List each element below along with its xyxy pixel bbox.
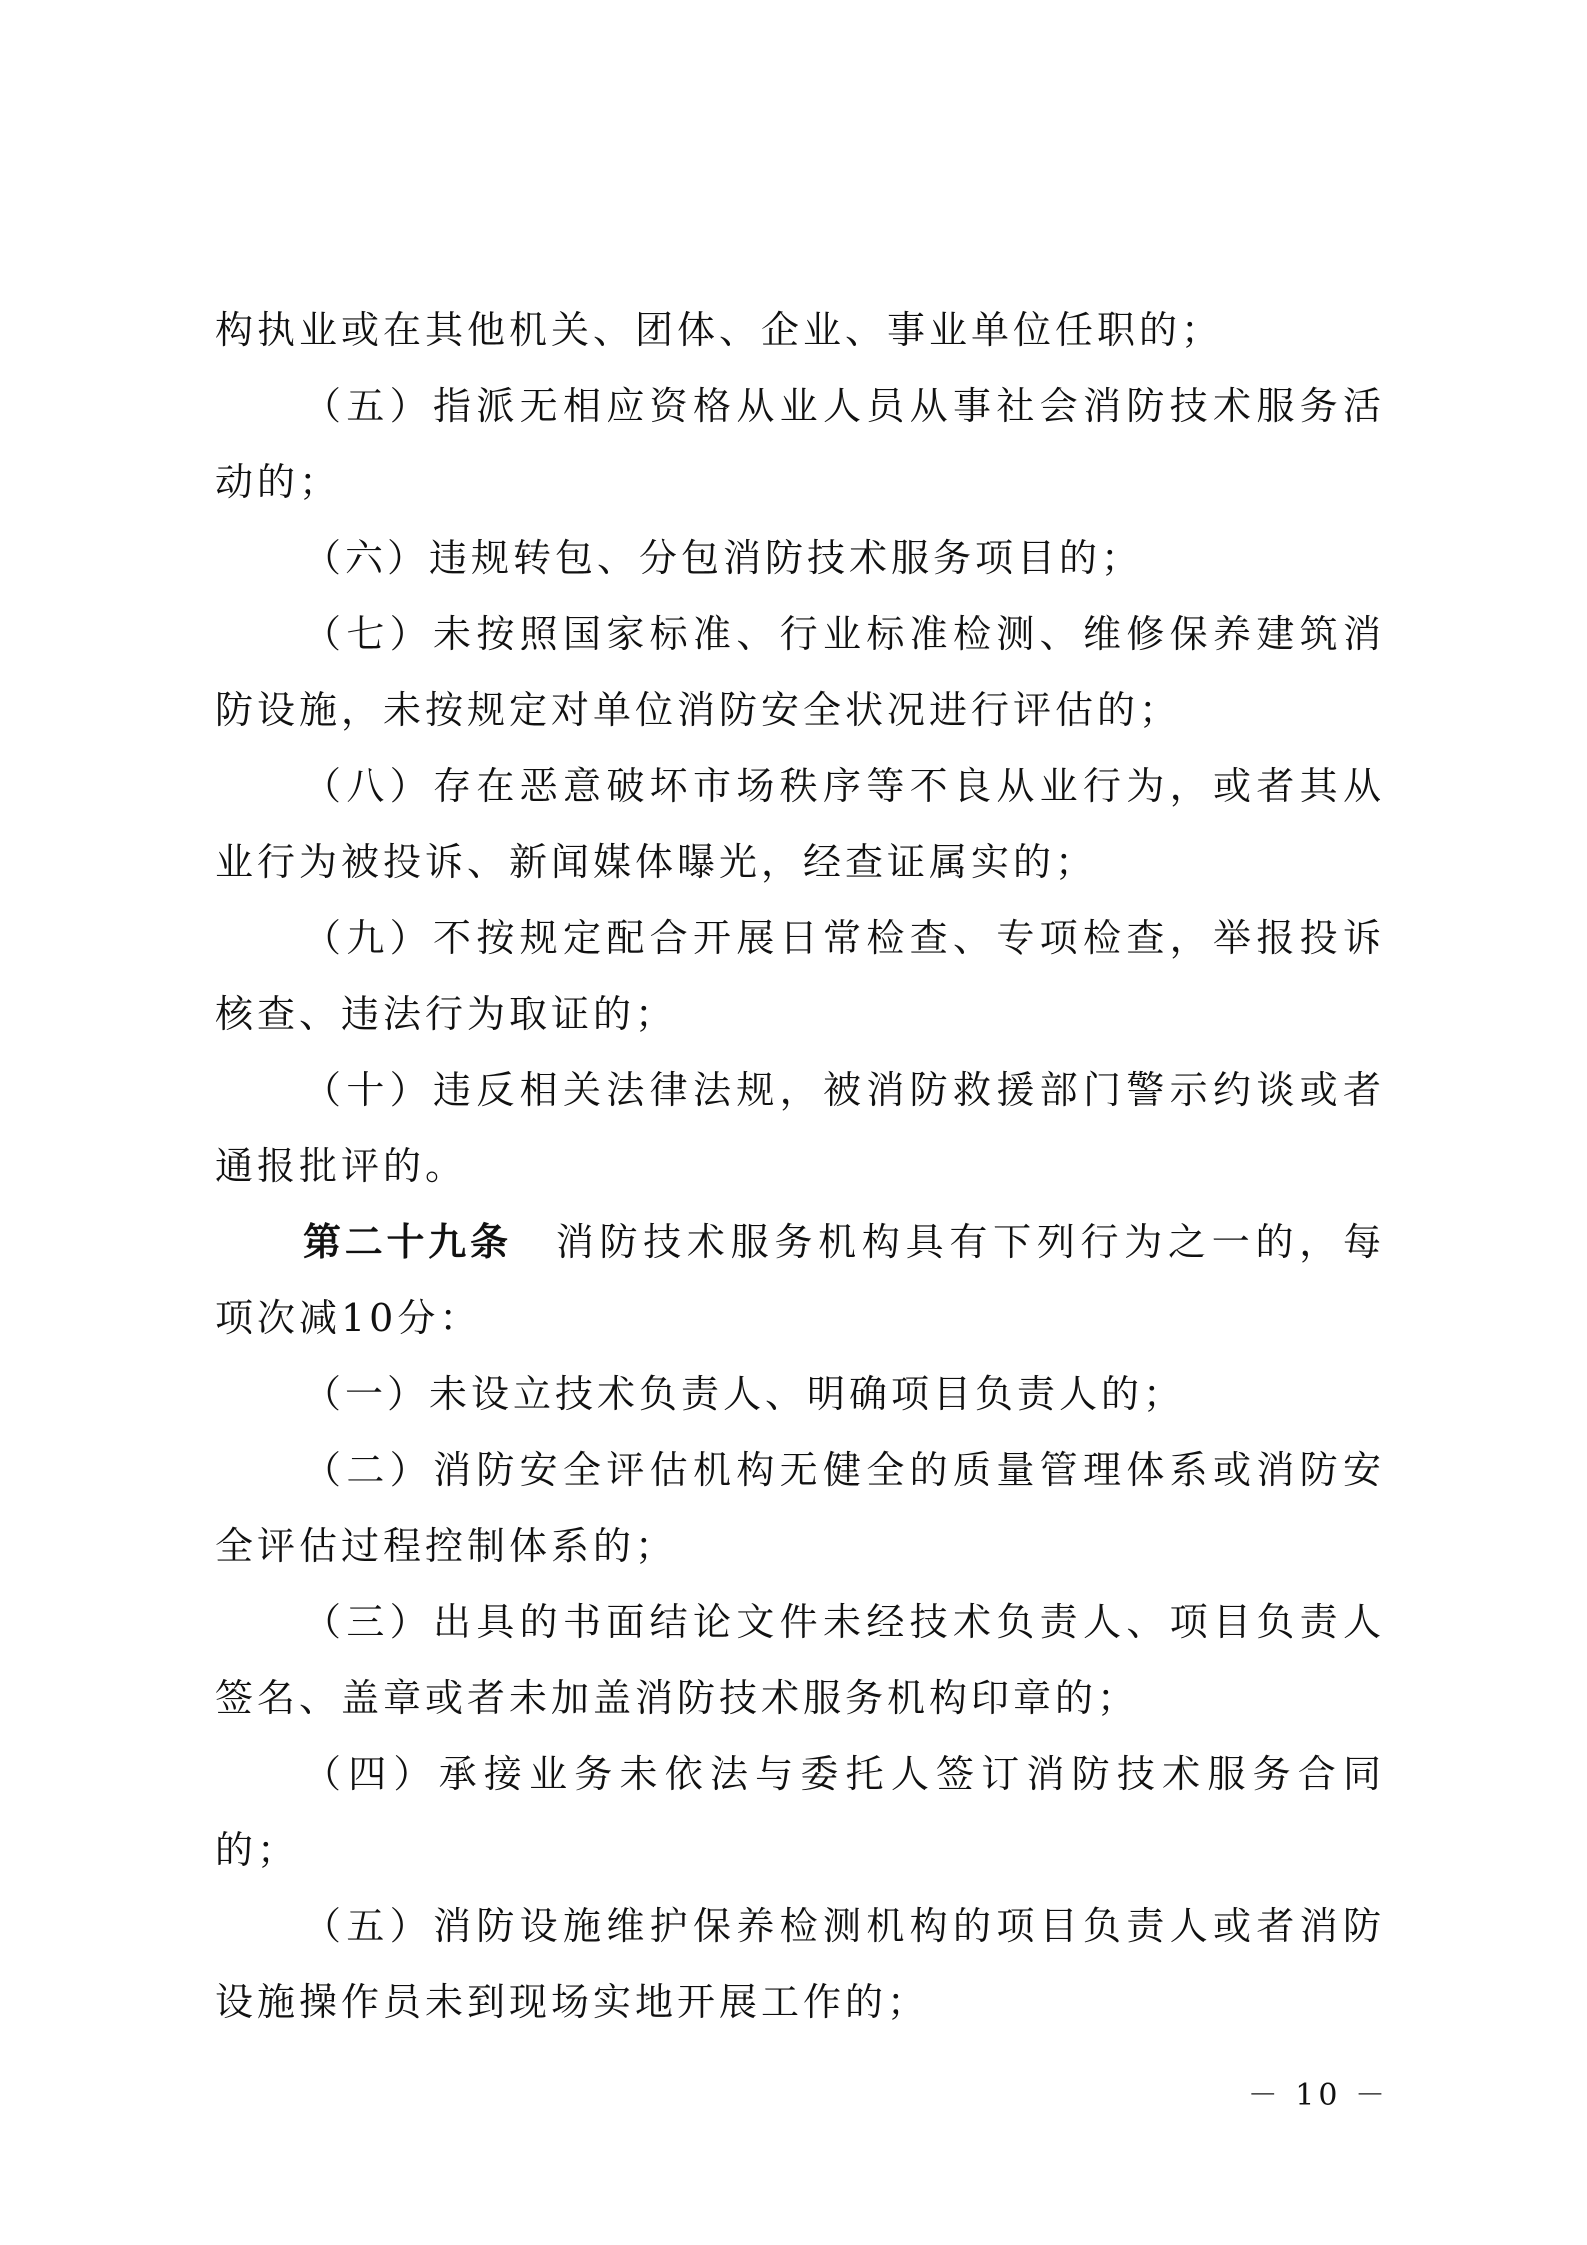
list-item: （二）消防安全评估机构无健全的质量管理体系或消防安全评估过程控制体系的； — [215, 1448, 1385, 1568]
list-item: （八）存在恶意破坏市场秩序等不良从业行为，或者其从业行为被投诉、新闻媒体曝光，经查证属实的； — [215, 764, 1385, 884]
list-item: （十）违反相关法律法规，被消防救援部门警示约谈或者通报批评的。 — [215, 1068, 1385, 1188]
document-body — [215, 292, 1385, 2040]
list-item: （七）未按照国家标准、行业标准检测、维修保养建筑消防设施，未按规定对单位消防安全状况进行评估的； — [215, 612, 1385, 732]
list-item: （五）消防设施维护保养检测机构的项目负责人或者消防设施操作员未到现场实地开展工作的； — [215, 1904, 1385, 2024]
list-item: （三）出具的书面结论文件未经技术负责人、项目负责人签名、盖章或者未加盖消防技术服务机构印章的； — [215, 1600, 1385, 1720]
list-item: （五）指派无相应资格从业人员从事社会消防技术服务活动的； — [215, 384, 1385, 504]
article-heading: 第二十九条 — [303, 1220, 512, 1264]
list-item: （一）未设立技术负责人、明确项目负责人的； — [303, 1372, 1186, 1416]
page-number: － 10 － — [1247, 2078, 1389, 2113]
list-item: （四）承接业务未依法与委托人签订消防技术服务合同的； — [215, 1752, 1385, 1872]
list-item: （六）违规转包、分包消防技术服务项目的； — [303, 536, 1144, 580]
list-item: （九）不按规定配合开展日常检查、专项检查，举报投诉核查、违法行为取证的； — [215, 916, 1385, 1036]
article-paragraph — [215, 1204, 1385, 1356]
continuation-paragraph: 构执业或在其他机关、团体、企业、事业单位任职的； — [215, 308, 1224, 352]
article-text: 消防技术服务机构具有下列行为之一的，每项次减10分： — [215, 1220, 1385, 1340]
